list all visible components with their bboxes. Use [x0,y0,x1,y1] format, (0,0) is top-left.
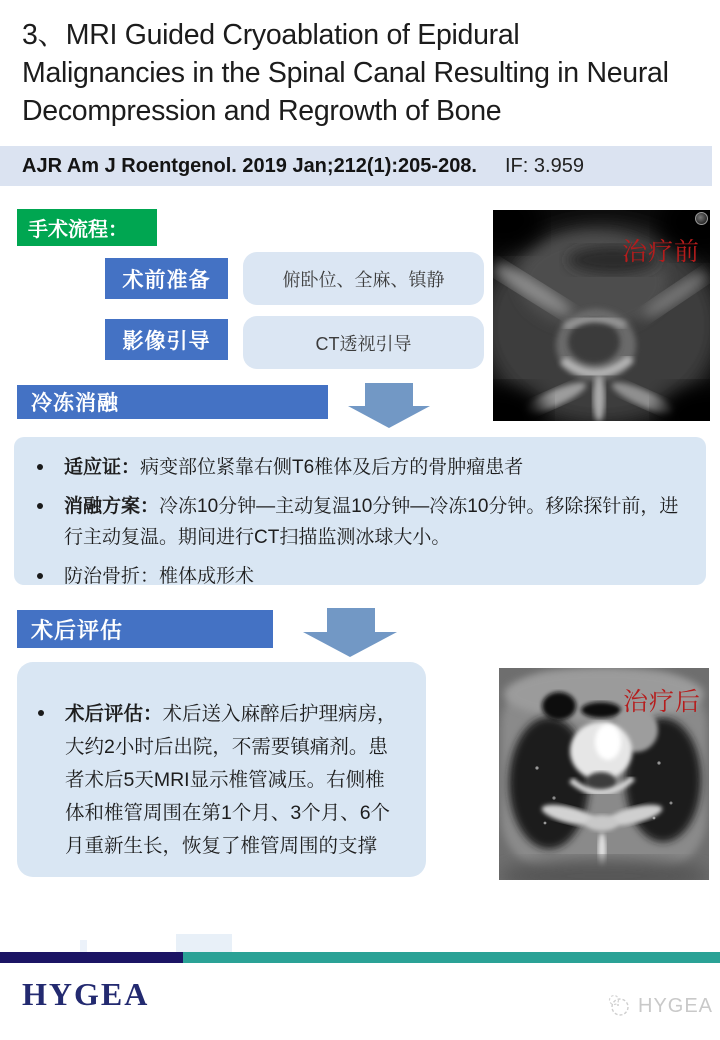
bullet-text: 防治骨折：椎体成形术 [64,566,255,587]
hygea-watermark-text: HYGEA [638,994,714,1017]
footer-decoration [176,934,232,952]
flow-step-imaging-label: 影像引导 [105,319,228,360]
citation-bar [0,146,712,186]
bullet-text: 冷冻10分钟—主动复温10分钟—冷冻10分钟。移除探针前，进行主动复温。期间进行CT扫描监测冰球大小。 [64,496,679,548]
bullet-icon [38,710,44,716]
section-header-postop: 术后评估 [17,610,273,648]
bullet-icon [37,573,43,579]
page-title: 3、MRI Guided Cryoablation of Epidural Malignancies in the Spinal Canal Resulting in Neural Decompression and Regrowth of Bone [22,19,669,127]
bullet-lead: 适应证： [64,457,141,478]
after-treatment-label: 治疗后 [622,688,701,716]
postop-panel [17,662,426,877]
bullet-text: 病变部位紧靠右侧T6椎体及后方的骨肿瘤患者 [140,457,524,478]
footer-bar-navy [0,952,183,963]
bullet-text: 术后送入麻醉后护理病房，大约2小时后出院，不需要镇痛剂。患者术后5天MRI显示椎管减压。右侧椎体和椎管周围在第1个月、3个月、6个月重新生长，恢复了椎管周围的支撑 [65,703,397,857]
hygea-logo: HYGEA [22,976,150,1012]
bullet-lead: 术后评估： [65,703,163,725]
mri-before-image [493,210,710,421]
hygea-watermark-icon [606,993,632,1019]
list-item [30,491,686,553]
down-arrow-icon [348,383,430,428]
impact-factor: IF: 3.959 [505,154,584,177]
bullet-icon [37,464,43,470]
flow-step-prep-detail: 俯卧位、全麻、镇静 [243,252,484,305]
flow-section-tag: 手术流程： [17,209,157,246]
footer-decoration [80,940,87,952]
list-item [31,698,402,863]
footer-bar-teal [183,952,720,963]
list-item [30,561,686,592]
flow-step-prep-label: 术前准备 [105,258,228,299]
flow-step-imaging-detail: CT透视引导 [243,316,484,369]
cryoablation-panel [14,437,706,585]
list-item [30,452,686,483]
ct-after-image [499,668,709,880]
bullet-lead: 消融方案： [64,496,160,517]
down-arrow-icon [303,608,397,657]
citation-reference: AJR Am J Roentgenol. 2019 Jan;212(1):205-208. [22,154,477,177]
section-header-cryoablation: 冷冻消融 [17,385,328,419]
watermark-badge-icon [695,212,708,225]
bullet-icon [37,503,43,509]
hygea-watermark [606,993,713,1019]
before-treatment-label: 治疗前 [621,238,700,266]
